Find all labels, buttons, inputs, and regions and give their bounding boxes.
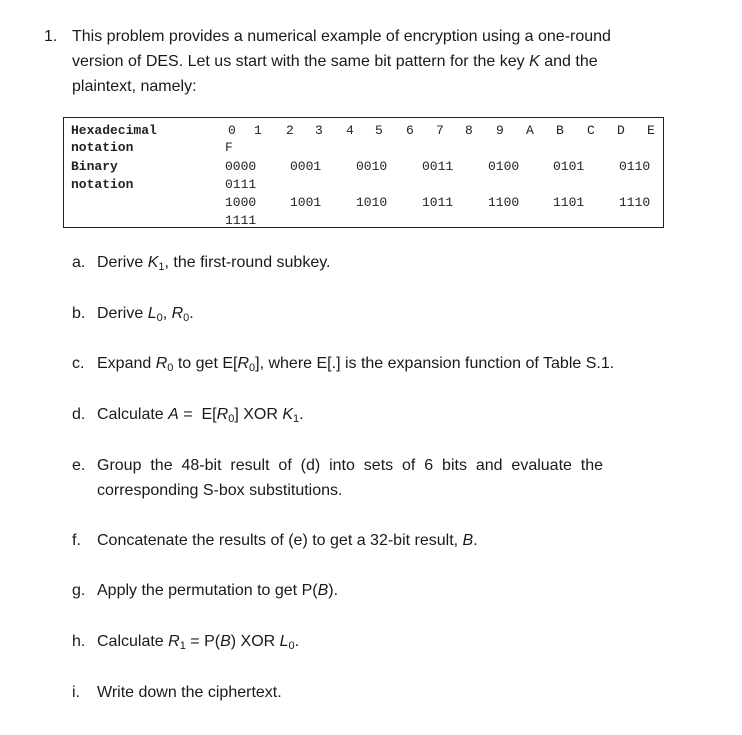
hex-digit: 4 [346,123,354,138]
binary-value: 1000 [225,195,257,210]
variable: R [168,633,180,650]
subscript: 0 [167,362,174,374]
binary-value: 0010 [356,159,388,174]
hex-digit: E [647,123,655,138]
problem-line-1: This problem provides a numerical example of encryption using a one-round [72,28,611,45]
item-i [72,684,282,702]
text: = P( [185,633,221,650]
text: ] XOR [234,406,283,423]
item-letter: b. [72,305,86,322]
subscript: 1 [179,640,186,652]
variable: R [155,355,168,372]
problem-line-2-b: and the [539,53,598,70]
bit-pattern-table [63,117,664,228]
subscript: 0 [156,312,163,324]
hex-digit: F [225,140,233,155]
text: Calculate [97,633,169,650]
variable: L [147,305,157,322]
binary-value: 1001 [290,195,322,210]
hex-digit: 9 [496,123,504,138]
item-f-text [97,532,478,550]
item-d-text [97,406,304,425]
problem-line-3: plaintext, namely: [72,78,197,95]
item-b [72,305,194,324]
text: , [162,305,172,322]
text: to get E[ [173,355,238,372]
item-letter: e. [72,457,86,474]
item-letter: f. [72,532,81,549]
item-c-text [97,355,614,374]
binary-value: 1010 [356,195,388,210]
text: Derive [97,305,148,322]
subscript: 0 [228,413,235,425]
problem-number: 1. [44,28,58,45]
binary-value: 1110 [619,195,651,210]
text: ], where E[.] is the expansion function of Table S.1. [255,355,615,372]
problem-line-2 [72,53,598,71]
text: Apply the permutation to get P( [97,582,318,599]
binary-value: 0000 [225,159,257,174]
binary-value: 0110 [619,159,651,174]
hex-label-1: Hexadecimal [71,123,157,138]
item-letter: g. [72,582,86,599]
variable: A [168,406,179,423]
problem-line-2-a: version of DES. Let us start with the same bit pattern for the key [72,53,530,70]
hex-label-2: notation [71,140,134,155]
variable: B [317,582,329,599]
item-a [72,254,331,273]
hex-digit: 0 [228,123,236,138]
variable: K [147,254,159,271]
item-letter: c. [72,355,85,372]
binary-value: 0101 [553,159,585,174]
text: . [473,532,478,549]
text: Concatenate the results of (e) to get a 32-bit result, [97,532,463,549]
variable: K [282,406,293,423]
subscript: 1 [158,261,165,273]
item-e [72,457,604,499]
text: . [294,633,300,650]
variable: B [462,532,474,549]
item-a-text [97,254,330,273]
hex-digit: 2 [286,123,294,138]
item-h-text [97,633,299,652]
binary-value: 1100 [488,195,520,210]
text: , the first-round subkey. [164,254,331,271]
key-variable: K [529,53,540,70]
bin-label-2: notation [71,177,134,192]
hex-digit: D [617,123,625,138]
item-d [72,406,304,425]
variable: B [220,633,231,650]
text: . [299,406,304,423]
item-i-text: Write down the ciphertext. [97,684,282,701]
variable: R [216,406,229,423]
hex-digit: 7 [436,123,444,138]
bin-label-1: Binary [71,159,118,174]
item-b-text [97,305,194,324]
text: Calculate [97,406,169,423]
text: ). [328,582,339,599]
binary-value: 1101 [553,195,585,210]
text: ) XOR [230,633,280,650]
item-h [72,633,300,652]
hex-digit: 8 [465,123,473,138]
hex-digit: 1 [254,123,262,138]
hex-digit: A [526,123,534,138]
item-letter: i. [72,684,80,701]
item-g-text [97,582,338,600]
subscript: 0 [288,640,295,652]
hex-digit: 6 [406,123,414,138]
binary-value: 0111 [225,177,257,192]
binary-value: 1011 [422,195,454,210]
item-e-line-2: corresponding S-box substitutions. [97,482,343,499]
subscript: 0 [183,312,190,324]
text: . [189,305,194,322]
item-letter: a. [72,254,86,271]
hex-digit: 5 [375,123,383,138]
item-e-line-1: Group the 48-bit result of (d) into sets of 6 bits and evaluate the [97,457,604,474]
binary-value: 0100 [488,159,520,174]
subscript: 0 [249,362,256,374]
hex-digit: C [587,123,595,138]
subscript: 1 [293,413,300,425]
hex-digit: B [556,123,564,138]
text: = E[ [178,406,217,423]
item-letter: h. [72,633,86,650]
hex-digit: 3 [315,123,323,138]
item-f [72,532,478,550]
item-c [72,355,615,374]
item-g [72,582,339,600]
text: Expand [97,355,156,372]
binary-value: 1111 [225,213,257,228]
binary-value: 0011 [422,159,454,174]
item-letter: d. [72,406,86,423]
variable: R [237,355,250,372]
variable: R [171,305,184,322]
text: Derive [97,254,148,271]
variable: L [279,633,289,650]
binary-value: 0001 [290,159,322,174]
